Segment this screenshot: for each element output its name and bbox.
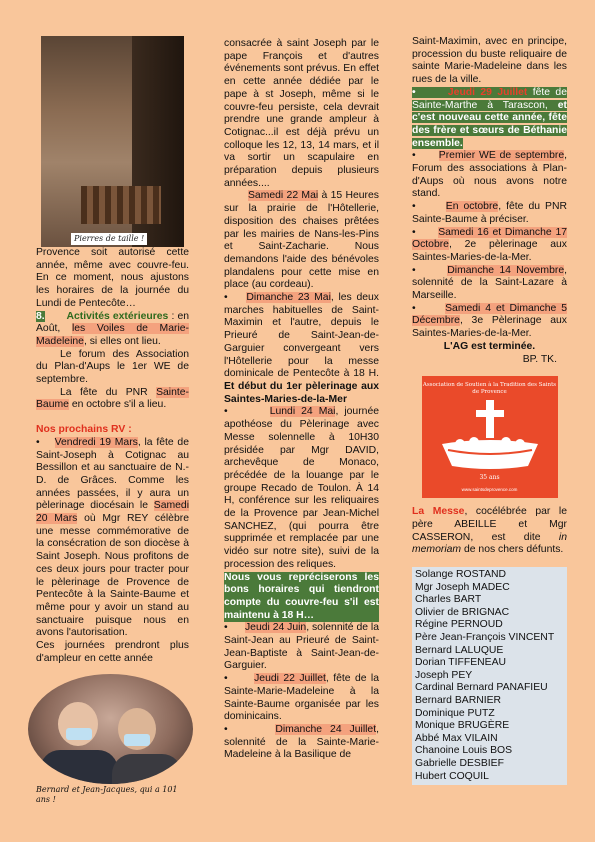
pnr-text: La fête du PNR Sainte-Baume en octobre s'il a lieu. (36, 386, 189, 411)
list-item: Régine PERNOUD (415, 619, 503, 631)
rv-text: • Vendredi 19 Mars, la fête de Saint-Joseph à Cotignac au Bessillon et au sanctuaire de N.-D. de Grâces. Comme les années passées, il y aura un pèlerinage diocésain le Samedi 20 Mars où Mgr REY célèbre une messe commémorative de la consécration de son diocèse à Saint Joseph. Nous profitons de ces deux jours pour tracter pour le pèlerinage de Provence de Pentecôte à la Sainte-Baume et même pour y avoir un stand au sanctuaire puisque nous en avons l'autorisation. (36, 436, 189, 639)
saint-maximin-text: Saint-Maximin, avec en principe, procession du buste reliquaire de sainte Marie-Madeleine dans les rues de la ville. (412, 36, 567, 86)
samedi-22: Samedi 22 Mai à 15 Heures sur la prairie de l'Hôtellerie, disposition des chaises prêtées par les mairies de Nans-les-Pins et Saint-Zacharie. Nous demandons l'aide des bénévoles plandalens pour cette mise en place (au cordeau). (224, 190, 379, 291)
list-item: Charles BART (415, 594, 482, 606)
samedi-16: • Samedi 16 et Dimanche 17 Octobre, 2e pèlerinage aux Saintes-Maries-de-la-Mer. (412, 226, 567, 263)
deceased-list (412, 567, 567, 785)
forum-text: Le forum des Association du Plan-d'Aups le 1er WE de septembre. (36, 348, 189, 386)
column-2 (224, 38, 379, 762)
dimanche-24: • Dimanche 24 Juillet, solennité de la Sainte-Marie-Madeleine à la Basilique de (224, 723, 379, 761)
list-item: Bernard BARNIER (415, 695, 502, 707)
stone-photo (41, 36, 184, 247)
rv-text-2: Ces journées prendront plus d'ampleur en cette année (36, 640, 189, 664)
item-8: 8. Activités extérieures : en Août, les Voiles de Marie-Madeleine, si elles ont lieu. (36, 310, 190, 347)
list-item: Hubert COQUIL (415, 770, 489, 782)
jeudi-22: • Jeudi 22 Juillet, fête de la Sainte-Marie-Madeleine à la Sainte-Baume organisée par les dominicains. (224, 673, 379, 723)
people-photo-caption: Bernard et Jean-Jacques, qui a 101 ans ! (36, 784, 178, 804)
jeudi-29: • Jeudi 29 Juillet fête de Sainte-Marthe à Tarascon, et c'est nouveau cette année, fête des frère et sœurs de Béthanie ensemble. (412, 86, 567, 149)
photo-caption: Pierres de taille ! (71, 233, 147, 245)
list-item: Solange ROSTAND (415, 569, 507, 581)
list-item: Dominique PUTZ (415, 707, 495, 719)
joseph-text: consacrée à saint Joseph par le pape François et d'autres événements sont prévus. En effet en cette année dédiée par le pape à st Joseph, même si le couvre-feu persiste, cela devrait prendre une grande ampleur à Cotignac...il est déjà prévu un colloque les 12, 13, 14 mars, et il va sortir un scapulaire en préparation depuis plusieurs années.... (224, 38, 379, 189)
column-3 (412, 36, 567, 785)
list-item: Cardinal Bernard PANAFIEU (415, 682, 548, 694)
list-item: Dorian TIFFENEAU (415, 657, 507, 669)
dimanche-23: • Dimanche 23 Mai, les deux marches habituelles de Saint-Maximin et l'autre, depuis le Prieuré de Saint-Jean-de-Garguier convergeant vers l'Hôtellerie pour la messe dominicale de Pentecôte à 18 H. Et début du 1er pèlerinage aux Saintes-Maries-de-la-Mer (224, 292, 379, 405)
samedi-4: • Samedi 4 et Dimanche 5 Décembre, 3e Pèlerinage aux Saintes-Maries-de-la-Mer. (412, 302, 568, 340)
rv-heading: Nos prochains RV : (36, 424, 132, 436)
boat-cross-icon (440, 400, 540, 470)
list-item: Abbé Max VILAIN (415, 732, 498, 744)
couvre-feu-note: Nous vous repréciserons les bons horaires qui tiendront compte du couvre-feu s'il est maintenu à 18 H… (224, 571, 379, 621)
messe-text: La Messe, cocélébrée par le père ABEILLE et Mgr CASSERON, est dite in memoriam de nos chers défunts. (412, 506, 567, 556)
list-item: Joseph PEY (415, 669, 473, 681)
list-item: Monique BRUGÈRE (415, 720, 510, 732)
list-item: Olivier de BRIGNAC (415, 606, 510, 618)
list-item: Gabrielle DESBIEF (415, 758, 504, 769)
association-logo: Association de Soutien à la Tradition des Saints de Provence 35 ans www.saintsdeprovence.com (422, 376, 558, 498)
octobre: • En octobre, fête du PNR Sainte-Baume à préciser. (412, 201, 567, 225)
lundi-24: • Lundi 24 Mai, journée apothéose du Pèlerinage avec Messe solennelle à 10H30 présidée par Mgr DAVID, archevêque de Monaco, précédée de la louange par le groupe Recado de Toulon. À 14 H, conférence sur les reliquaires de la Provence par Jean-Michel SANCHEZ, (qui pourra être supprimée et remplacée par une vidéo sur notre site), suivi de la procession des reliques. (224, 406, 380, 570)
intro-text: Provence soit autorisé cette année, même avec couvre-feu. En ce moment, nous ajustons les horaires de la journée du Lundi de Pentecôte… (36, 247, 189, 309)
premier-we: • Premier WE de septembre, Forum des associations à Plan-d'Aups où nous avons notre stand. (412, 150, 567, 200)
list-item: Bernard LALUQUE (415, 644, 504, 656)
jeudi-24: • Jeudi 24 Juin, solennité de la Saint-Jean au Prieuré de Saint-Jean-Baptiste à Saint-Jean-de-Garguier. (224, 622, 379, 672)
list-item: Mgr Joseph MADEC (415, 581, 510, 593)
signature: BP. TK. (522, 353, 557, 365)
column-1 (36, 36, 189, 805)
people-photo (28, 674, 193, 784)
list-item: Père Jean-François VINCENT (415, 632, 555, 644)
dimanche-14: • Dimanche 14 Novembre, solennité de la Saint-Lazare à Marseille. (412, 264, 568, 302)
ag-text: L'AG est terminée. (443, 340, 536, 352)
list-item: Chanoine Louis BOS (415, 745, 513, 757)
